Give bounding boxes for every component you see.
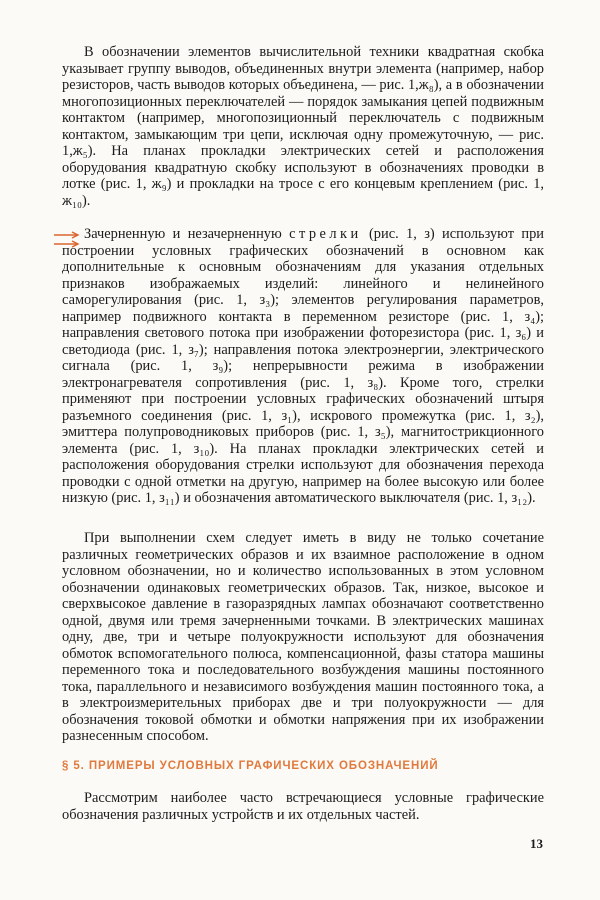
paragraph-text-start: Зачерненную и незачерненную bbox=[84, 226, 282, 242]
paragraph-geometric-shapes bbox=[62, 530, 544, 745]
paragraph-intro-examples bbox=[62, 790, 544, 823]
keyword-arrows: стрелки bbox=[289, 226, 362, 242]
paragraph-text-rest: (рис. 1, з) используют при построении условных графических обозначений в основном как дополнительные к основным обозначениям для указания отдельных признаков изображаемых изделий: линейного и нелинейного саморегулирования (рис. 1, з₃); элементов регулирования параметров, например подвижного контакта в переменном резисторе (рис. 1, з₄); направления светового потока при изображении фоторезистора (рис. 1, з₆) и светодиода (рис. 1, з₇); направления потока электроэнергии, электрического сигнала (рис. 1, з₉); непрерывности режима в изображении электронагревателя сопротивления (рис. 1, з₈). Кроме того, стрелки применяют при построении условных графических обозначений штыря разъемного соединения (рис. 1, з₁), искрового промежутка (рис. 1, з₂), эмиттера полупроводниковых приборов (рис. 1, з₅), магнитострикционного элемента (рис. 1, з₁₀). На планах прокладки электрических сетей и расположения оборудования стрелки используют для обозначения перехода проводки с одной отметки на другую, например на более высокую или более низкую (рис. 1, з₁₁) и обозначения автоматического выключателя (рис. 1, з₁₂). bbox=[62, 226, 544, 506]
paragraph-text: В обозначении элементов вычислительной техники квадратная скобка указывает группу выводов, объединенных внутри элемента (например, набор резисторов, часть выводов которых объединена, — рис. 1,ж₈), а в обозначении многопозиционных переключателей — порядок замыкания цепей подвижным контактом (например, многопозиционный переключатель с подвижным контактом, замыкающим три цепи, исключая одну промежуточную, — рис. 1,ж₅). На планах прокладки электрических сетей и расположения оборудования квадратную скобку используют в обозначениях проводки в лотке (рис. 1, ж₉) и прокладки на тросе с его концевым креплением (рис. 1, ж₁₀). bbox=[62, 44, 544, 209]
paragraph-arrows bbox=[62, 226, 544, 507]
page-number: 13 bbox=[530, 836, 543, 851]
section-heading: § 5. ПРИМЕРЫ УСЛОВНЫХ ГРАФИЧЕСКИХ ОБОЗНАЧЕНИЙ bbox=[62, 760, 439, 772]
paragraph-text: При выполнении схем следует иметь в виду не только сочетание различных геометрических образов и их взаимное расположение в одном условном обозначении, но и количество использованных в этом условном обозначении одинаковых геометрических образов. Так, низкое, высокое и сверхвысокое давление в газоразрядных лампах обозначают соответственно одной, двумя или тремя зачерненными точками. В электрических машинах одну, две, три и четыре полуокружности используют для обозначения обмоток вспомогательного полюса, компенсационной, фазы статора машины переменного тока и последовательного возбуждения машины постоянного тока, параллельного и независимого возбуждения машин постоянного тока, а в электроизмерительных приборах две и три полуокружности — для обозначения токовой обмотки и обмотки напряжения при их изображении разнесенным способом. bbox=[62, 530, 544, 744]
paragraph-square-brackets bbox=[62, 44, 544, 209]
paragraph-text: Рассмотрим наиболее часто встречающиеся условные графические обозначения различных устройств и их отдельных частей. bbox=[62, 790, 544, 823]
